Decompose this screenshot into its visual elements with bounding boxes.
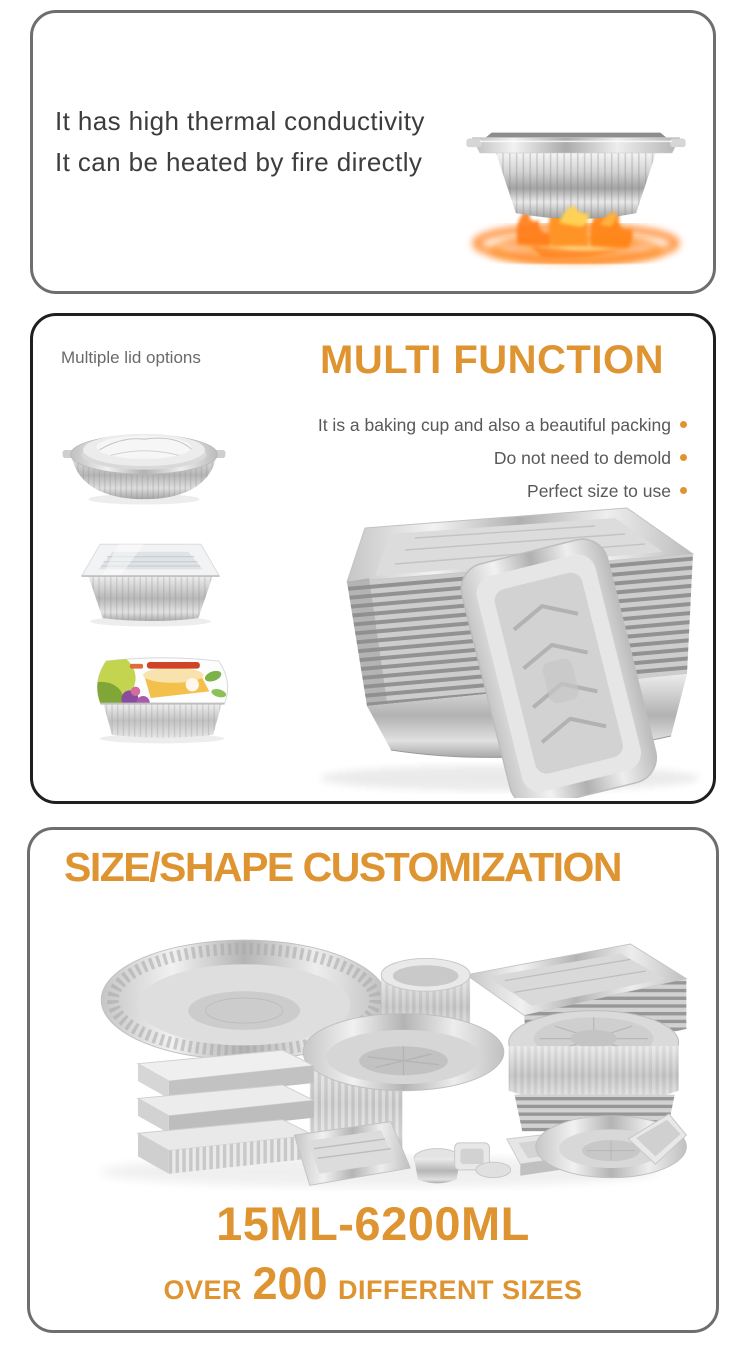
foil-pan-over-fire-image	[445, 97, 707, 275]
size-customization-title: SIZE/SHAPE CUSTOMIZATION	[64, 844, 622, 890]
feature-bullet	[318, 442, 687, 475]
sizes-count-line	[30, 1258, 716, 1318]
bullet-text: It is a baking cup and also a beautiful packing	[317, 415, 671, 435]
thermal-text	[55, 101, 425, 183]
stacked-foil-pans-image	[295, 478, 715, 798]
thermal-line-2: It can be heated by fire directly	[55, 147, 423, 177]
multi-function-panel	[30, 313, 716, 804]
capacity-range-text: 15ML-6200ML	[216, 1197, 530, 1250]
printed-lid-container-image	[75, 648, 250, 746]
bullet-text: Do not need to demold	[493, 448, 671, 468]
rect-container-clear-lid-image	[63, 524, 238, 629]
assorted-containers-image	[52, 915, 697, 1195]
multi-function-title: MULTI FUNCTION	[320, 338, 664, 382]
sizes-prefix: OVER	[163, 1275, 242, 1305]
thermal-line-1: It has high thermal conductivity	[55, 106, 425, 136]
bullet-dot-icon	[680, 454, 687, 461]
feature-bullet	[318, 409, 687, 442]
size-customization-panel	[27, 827, 719, 1333]
thermal-conductivity-panel	[30, 10, 716, 294]
round-foil-bowl-image	[59, 408, 229, 508]
bullet-dot-icon	[680, 421, 687, 428]
sizes-number: 200	[252, 1258, 328, 1309]
bullet-text: Perfect size to use	[527, 481, 671, 501]
sizes-suffix: DIFFERENT SIZES	[338, 1275, 583, 1305]
lid-options-label: Multiple lid options	[61, 348, 201, 367]
